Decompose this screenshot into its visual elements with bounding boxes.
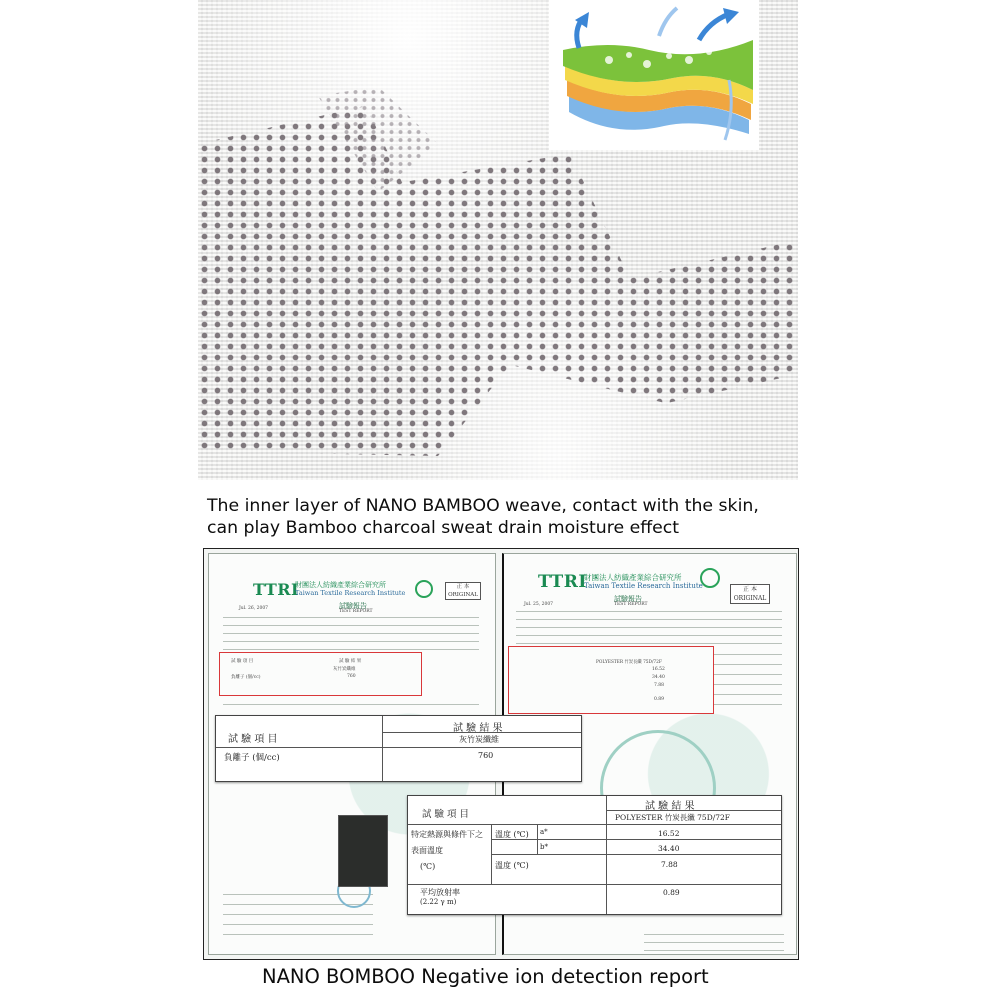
row-label: 負離子 (個/cc) bbox=[231, 675, 261, 680]
divider bbox=[223, 649, 479, 650]
zoom2-item-header: 試 驗 項 目 bbox=[422, 809, 470, 820]
divider bbox=[516, 627, 782, 628]
row-value: 760 bbox=[347, 674, 356, 679]
divider bbox=[714, 684, 782, 685]
report-date: Jul. 25, 2007 bbox=[524, 602, 554, 607]
zoom2-mark-a: a* bbox=[540, 828, 548, 836]
zoom2-label-condition: 特定熱源與條件下之 bbox=[411, 830, 483, 839]
value-2: 34.40 bbox=[652, 675, 665, 680]
divider bbox=[644, 934, 784, 935]
zoom1-result-header: 試 驗 結 果 bbox=[453, 723, 503, 734]
divider bbox=[223, 924, 373, 925]
institute-name-zh: 財團法人紡織產業綜合研究所 bbox=[584, 573, 682, 582]
divider bbox=[516, 611, 782, 612]
value-1: 16.52 bbox=[652, 667, 665, 672]
zoom1-material: 灰竹炭纖維 bbox=[459, 735, 499, 744]
zoom2-value-b: 34.40 bbox=[658, 844, 680, 853]
divider bbox=[223, 617, 479, 618]
ttri-logo: TTRI bbox=[538, 572, 587, 592]
divider bbox=[223, 934, 373, 935]
fabric-layers-icon bbox=[549, 0, 759, 150]
zoom2-value-avg: 0.89 bbox=[663, 888, 680, 897]
divider bbox=[516, 619, 782, 620]
stamp-zh: 正 本 bbox=[456, 584, 470, 590]
caption-bottom: NANO BOMBOO Negative ion detection report bbox=[262, 965, 709, 988]
divider bbox=[223, 641, 479, 642]
institute-emblem-icon bbox=[415, 580, 433, 598]
original-stamp bbox=[730, 584, 770, 604]
caption-line-1: The inner layer of NANO BAMBOO weave, contact with the skin, bbox=[207, 496, 759, 516]
institute-emblem-icon bbox=[700, 568, 720, 588]
zoom2-mark-b: b* bbox=[540, 843, 548, 851]
zoom2-label-temp1: 溫度 (℃) bbox=[495, 830, 529, 839]
zoom2-label-unit: (℃) bbox=[420, 862, 436, 871]
divider bbox=[516, 643, 782, 644]
divider bbox=[223, 625, 479, 626]
divider bbox=[644, 950, 784, 951]
zoom2-value-c: 7.88 bbox=[661, 860, 678, 869]
zoom-table-emissivity bbox=[407, 795, 782, 915]
zoom2-label-wave: (2.22 γ m) bbox=[420, 898, 457, 906]
zoom2-value-a: 16.52 bbox=[658, 829, 680, 838]
zoom2-result-header: 試 驗 結 果 bbox=[645, 801, 695, 812]
institute-name-en: Taiwan Textile Research Institute bbox=[584, 582, 703, 590]
report-title-zh: 試驗報告 bbox=[339, 602, 367, 610]
report-date: Jul. 26, 2007 bbox=[239, 606, 269, 611]
caption-line-2: can play Bamboo charcoal sweat drain moisture effect bbox=[207, 518, 680, 538]
value-4: 0.89 bbox=[654, 697, 665, 702]
table-item-header: 試 驗 項 目 bbox=[231, 659, 254, 664]
zoom2-label-surface: 表面溫度 bbox=[411, 846, 443, 855]
charcoal-fabric-swatch bbox=[338, 815, 388, 887]
zoom1-row-label: 負離子 (個/cc) bbox=[224, 753, 280, 763]
divider bbox=[714, 704, 782, 705]
divider bbox=[223, 633, 479, 634]
table-result-header: 試 驗 結 果 bbox=[339, 659, 362, 664]
stamp-en: ORIGINAL bbox=[448, 592, 478, 598]
zoom-table-negative-ion bbox=[215, 715, 582, 782]
ttri-logo: TTRI bbox=[253, 580, 300, 599]
zoom2-label-avg: 平均放射率 bbox=[420, 888, 460, 897]
zoom1-row-value: 760 bbox=[478, 751, 494, 760]
report-title-en: TEST REPORT bbox=[614, 602, 648, 607]
divider bbox=[714, 654, 782, 655]
divider bbox=[714, 664, 782, 665]
zoom2-label-temp2: 溫度 (℃) bbox=[495, 861, 529, 870]
stamp-zh: 正 本 bbox=[743, 586, 757, 593]
highlight-box bbox=[508, 646, 714, 714]
material-name: POLYESTER 竹炭長纖 75D/72F bbox=[596, 660, 662, 665]
divider bbox=[516, 635, 782, 636]
report-title-en: TEST REPORT bbox=[339, 609, 373, 614]
divider bbox=[714, 694, 782, 695]
moisture-layers-illustration bbox=[549, 0, 759, 150]
stamp-en: ORIGINAL bbox=[733, 595, 767, 602]
institute-name-en: Taiwan Textile Research Institute bbox=[295, 589, 406, 597]
zoom1-item-header: 試 驗 項 目 bbox=[228, 734, 278, 745]
institute-name-zh: 財團法人紡織產業綜合研究所 bbox=[295, 581, 386, 589]
divider bbox=[714, 674, 782, 675]
value-3: 7.88 bbox=[654, 683, 665, 688]
original-stamp bbox=[445, 582, 481, 600]
divider bbox=[644, 942, 784, 943]
report-title-zh: 試驗報告 bbox=[614, 595, 642, 603]
material-name: 灰竹炭纖維 bbox=[333, 667, 356, 672]
divider bbox=[223, 704, 479, 705]
zoom2-material: POLYESTER 竹炭長纖 75D/72F bbox=[615, 813, 730, 822]
divider bbox=[223, 914, 373, 915]
